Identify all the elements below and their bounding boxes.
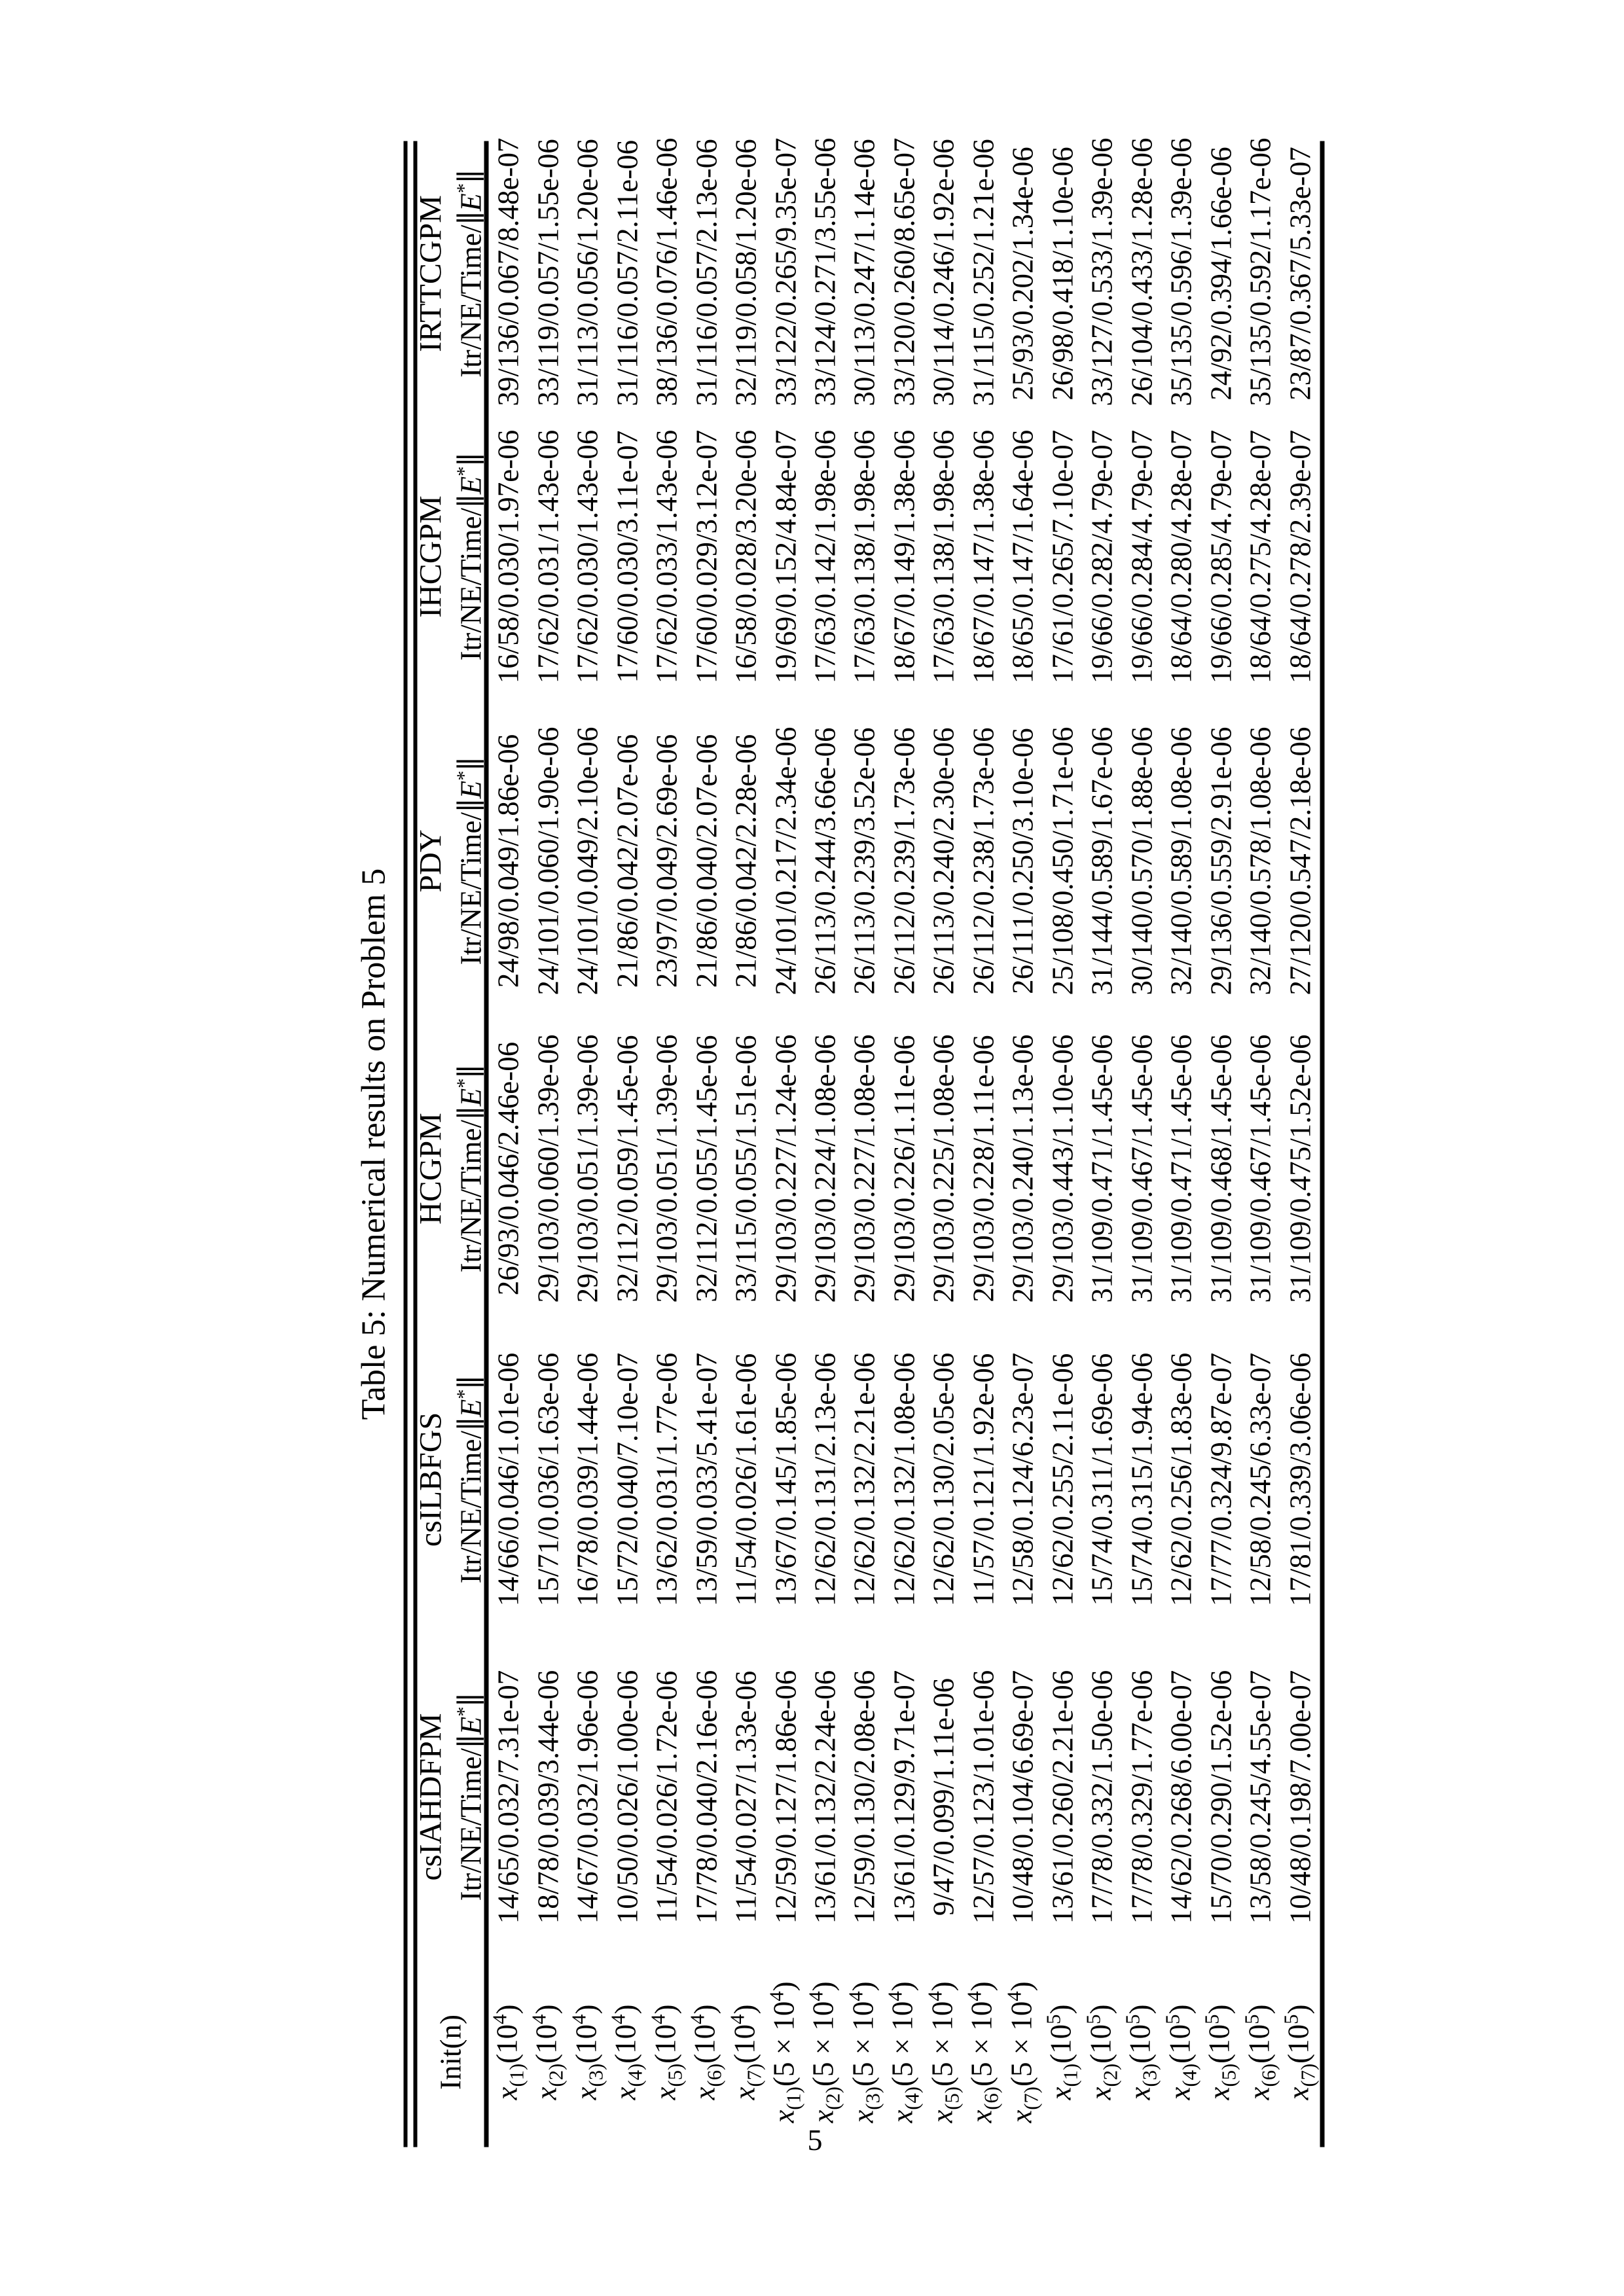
data-cell-PDY: 26/112/0.239/1.73e-06 xyxy=(888,727,921,995)
data-cell-HCGPM: 29/103/0.227/1.08e-06 xyxy=(848,1034,881,1303)
data-cell-HCGPM: 33/115/0.055/1.51e-06 xyxy=(729,1035,763,1302)
data-cell-csIAHDFPM: 17/78/0.332/1.50e-06 xyxy=(1085,1670,1119,1924)
data-cell-csILBFGS: 12/58/0.245/6.33e-07 xyxy=(1244,1352,1277,1607)
table-row xyxy=(1280,141,1320,2147)
data-cell-HCGPM: 31/109/0.468/1.45e-06 xyxy=(1204,1034,1238,1303)
data-cell-csILBFGS: 12/62/0.131/2.13e-06 xyxy=(808,1352,842,1607)
data-cell-IHCGPM: 19/69/0.152/4.84e-07 xyxy=(769,429,803,684)
data-cell-IRTTCGPM: 26/98/0.418/1.10e-06 xyxy=(1046,147,1079,401)
data-cell-IRTTCGPM: 38/136/0.076/1.46e-06 xyxy=(650,137,683,406)
data-cell-IHCGPM: 18/64/0.275/4.28e-07 xyxy=(1244,429,1277,684)
table-body xyxy=(488,137,1320,2147)
data-cell-PDY: 30/140/0.570/1.88e-06 xyxy=(1125,726,1159,996)
data-cell-csILBFGS: 13/62/0.031/1.77e-06 xyxy=(650,1352,683,1607)
table-row xyxy=(568,141,607,2147)
data-cell-csIAHDFPM: 10/50/0.026/1.00e-06 xyxy=(611,1670,644,1924)
data-cell-HCGPM: 29/103/0.051/1.39e-06 xyxy=(571,1034,604,1303)
data-cell-IRTTCGPM: 35/135/0.592/1.17e-06 xyxy=(1244,137,1277,406)
data-cell-csILBFGS: 12/58/0.124/6.23e-07 xyxy=(1006,1352,1039,1607)
data-cell-csILBFGS: 12/62/0.256/1.83e-06 xyxy=(1164,1352,1198,1607)
data-cell-HCGPM: 26/93/0.046/2.46e-06 xyxy=(492,1041,525,1296)
data-cell-PDY: 21/86/0.042/2.28e-06 xyxy=(729,734,763,988)
data-cell-IHCGPM: 17/63/0.142/1.98e-06 xyxy=(808,429,842,684)
data-cell-csILBFGS: 17/77/0.324/9.87e-07 xyxy=(1204,1352,1238,1607)
table-row xyxy=(647,137,687,2147)
row-label-init: $x_{(7)}(10^5)$ xyxy=(1280,2004,1320,2100)
data-cell-csIAHDFPM: 18/78/0.039/3.44e-06 xyxy=(532,1670,565,1924)
row-label-init: $x_{(4)}(5 \times 10^4)$ xyxy=(884,1981,924,2123)
table-caption: Table 5: Numerical results on Problem 5 xyxy=(355,868,393,1420)
data-cell-csIAHDFPM: 15/70/0.290/1.52e-06 xyxy=(1204,1670,1238,1924)
row-label-init: $x_{(1)}(10^5)$ xyxy=(1042,2004,1082,2100)
data-cell-IRTTCGPM: 31/116/0.057/2.11e-06 xyxy=(611,139,644,406)
data-cell-csILBFGS: 14/66/0.046/1.01e-06 xyxy=(492,1352,525,1607)
data-cell-HCGPM: 31/109/0.471/1.45e-06 xyxy=(1164,1034,1198,1303)
table-row xyxy=(1201,141,1240,2147)
row-label-init: $x_{(7)}(5 \times 10^4)$ xyxy=(1003,1981,1043,2123)
row-label-init: $x_{(1)}(5 \times 10^4)$ xyxy=(765,1981,805,2123)
data-cell-csILBFGS: 12/62/0.255/2.11e-06 xyxy=(1046,1353,1079,1606)
data-cell-csILBFGS: 17/81/0.339/3.06e-06 xyxy=(1284,1352,1317,1607)
data-cell-IRTTCGPM: 31/113/0.056/1.20e-06 xyxy=(571,139,604,406)
data-cell-IRTTCGPM: 26/104/0.433/1.28e-06 xyxy=(1125,137,1159,406)
method-name: HCGPM xyxy=(413,1113,448,1225)
data-cell-PDY: 26/113/0.240/2.30e-06 xyxy=(927,727,960,995)
data-cell-PDY: 21/86/0.040/2.07e-06 xyxy=(690,734,723,988)
data-cell-csILBFGS: 16/78/0.039/1.44e-06 xyxy=(571,1352,604,1607)
data-cell-PDY: 32/140/0.589/1.08e-06 xyxy=(1164,726,1198,996)
data-cell-PDY: 24/101/0.049/2.10e-06 xyxy=(571,726,604,996)
table-row xyxy=(924,141,964,2147)
table-row xyxy=(804,137,844,2147)
data-cell-IHCGPM: 19/66/0.284/4.79e-07 xyxy=(1125,429,1159,684)
data-cell-IRTTCGPM: 25/93/0.202/1.34e-06 xyxy=(1006,147,1039,401)
row-label-init: $x_{(6)}(10^4)$ xyxy=(686,2004,726,2100)
data-cell-IRTTCGPM: 31/115/0.252/1.21e-06 xyxy=(967,139,1000,406)
data-cell-PDY: 26/111/0.250/3.10e-06 xyxy=(1006,728,1039,994)
data-cell-csIAHDFPM: 12/59/0.127/1.86e-06 xyxy=(769,1670,803,1924)
method-name: PDY xyxy=(413,829,448,893)
column-header-PDY xyxy=(413,708,487,1015)
data-cell-csILBFGS: 11/54/0.026/1.61e-06 xyxy=(729,1353,763,1606)
data-cell-IHCGPM: 17/62/0.033/1.43e-06 xyxy=(650,429,683,684)
data-cell-csILBFGS: 15/74/0.311/1.69e-06 xyxy=(1085,1353,1119,1606)
table-row xyxy=(1161,137,1201,2147)
data-cell-csILBFGS: 13/59/0.033/5.41e-07 xyxy=(690,1352,723,1607)
column-header-csILBFGS xyxy=(413,1323,487,1637)
data-cell-HCGPM: 29/103/0.227/1.24e-06 xyxy=(769,1034,803,1303)
data-cell-PDY: 24/98/0.049/1.86e-06 xyxy=(492,734,525,988)
data-cell-csIAHDFPM: 14/67/0.032/1.96e-06 xyxy=(571,1670,604,1924)
bottom-rule xyxy=(1320,141,1324,2147)
data-cell-csILBFGS: 15/74/0.315/1.94e-06 xyxy=(1125,1352,1159,1607)
data-cell-csIAHDFPM: 10/48/0.198/7.00e-07 xyxy=(1284,1670,1317,1924)
table-row xyxy=(964,141,1003,2147)
data-cell-IHCGPM: 17/61/0.265/7.10e-07 xyxy=(1046,429,1079,684)
data-cell-IRTTCGPM: 31/116/0.057/2.13e-06 xyxy=(690,139,723,406)
row-label-init: $x_{(5)}(5 \times 10^4)$ xyxy=(924,1981,964,2123)
data-cell-IHCGPM: 16/58/0.028/3.20e-06 xyxy=(729,429,763,684)
table-row xyxy=(1121,137,1161,2147)
row-label-init: $x_{(6)}(10^5)$ xyxy=(1240,2004,1280,2100)
row-label-init: $x_{(3)}(10^5)$ xyxy=(1121,2004,1161,2100)
row-label-init: $x_{(3)}(5 \times 10^4)$ xyxy=(844,1981,884,2123)
subheader-itr-ne-time-e: Itr/NE/Time/∥E*∥ xyxy=(452,452,487,661)
data-cell-PDY: 27/120/0.547/2.18e-06 xyxy=(1284,726,1317,996)
data-cell-IRTTCGPM: 30/114/0.246/1.92e-06 xyxy=(927,139,960,406)
page-number: 5 xyxy=(807,2123,823,2157)
method-name: csIAHDFPM xyxy=(413,1713,448,1881)
data-cell-csILBFGS: 15/71/0.036/1.63e-06 xyxy=(532,1352,565,1607)
table-row xyxy=(1043,141,1082,2147)
data-cell-csILBFGS: 13/67/0.145/1.85e-06 xyxy=(769,1352,803,1607)
data-cell-IRTTCGPM: 32/119/0.058/1.20e-06 xyxy=(729,139,763,406)
data-cell-csIAHDFPM: 11/54/0.026/1.72e-06 xyxy=(650,1670,683,1924)
data-cell-IHCGPM: 17/63/0.138/1.98e-06 xyxy=(927,429,960,684)
data-cell-IHCGPM: 18/64/0.278/2.39e-07 xyxy=(1284,429,1317,684)
data-cell-HCGPM: 29/103/0.051/1.39e-06 xyxy=(650,1034,683,1303)
subheader-itr-ne-time-e: Itr/NE/Time/∥E*∥ xyxy=(452,1064,487,1273)
data-cell-IRTTCGPM: 30/113/0.247/1.14e-06 xyxy=(848,139,881,406)
data-cell-IHCGPM: 18/64/0.280/4.28e-07 xyxy=(1164,429,1198,684)
data-cell-IHCGPM: 17/63/0.138/1.98e-06 xyxy=(848,429,881,684)
data-cell-csIAHDFPM: 12/57/0.123/1.01e-06 xyxy=(967,1670,1000,1924)
results-table xyxy=(404,137,1325,2147)
data-cell-IRTTCGPM: 33/127/0.533/1.39e-06 xyxy=(1085,137,1119,406)
data-cell-HCGPM: 29/103/0.224/1.08e-06 xyxy=(808,1034,842,1303)
data-cell-PDY: 26/113/0.244/3.66e-06 xyxy=(808,727,842,995)
data-cell-IHCGPM: 17/60/0.029/3.12e-07 xyxy=(690,429,723,684)
data-cell-IHCGPM: 18/67/0.147/1.38e-06 xyxy=(967,429,1000,684)
row-label-init: $x_{(2)}(5 \times 10^4)$ xyxy=(804,1981,844,2123)
data-cell-csIAHDFPM: 9/47/0.099/1.11e-06 xyxy=(927,1677,960,1916)
row-label-init: $x_{(6)}(5 \times 10^4)$ xyxy=(963,1981,1003,2123)
data-cell-csILBFGS: 12/62/0.132/1.08e-06 xyxy=(888,1352,921,1607)
data-cell-csIAHDFPM: 13/61/0.129/9.71e-07 xyxy=(888,1670,921,1924)
data-cell-IHCGPM: 16/58/0.030/1.97e-06 xyxy=(492,429,525,684)
table-row xyxy=(607,141,647,2147)
data-cell-HCGPM: 29/103/0.443/1.10e-06 xyxy=(1046,1034,1079,1303)
data-cell-csIAHDFPM: 13/58/0.245/4.55e-07 xyxy=(1244,1670,1277,1924)
data-cell-PDY: 26/113/0.239/3.52e-06 xyxy=(848,727,881,995)
column-header-HCGPM xyxy=(413,1015,487,1323)
row-label-init: $x_{(2)}(10^5)$ xyxy=(1082,2004,1122,2100)
data-cell-csIAHDFPM: 10/48/0.104/6.69e-07 xyxy=(1006,1670,1039,1924)
data-cell-HCGPM: 29/103/0.225/1.08e-06 xyxy=(927,1034,960,1303)
data-cell-IRTTCGPM: 33/120/0.260/8.65e-07 xyxy=(888,137,921,406)
data-cell-PDY: 32/140/0.578/1.08e-06 xyxy=(1244,726,1277,996)
table-row xyxy=(488,137,528,2147)
data-cell-HCGPM: 29/103/0.060/1.39e-06 xyxy=(532,1034,565,1303)
table-row xyxy=(528,141,568,2147)
column-header-IRTTCGPM xyxy=(413,141,487,406)
data-cell-csIAHDFPM: 14/65/0.032/7.31e-07 xyxy=(492,1670,525,1924)
data-cell-HCGPM: 29/103/0.228/1.11e-06 xyxy=(967,1035,1000,1302)
init-header-label: Init(n) xyxy=(434,2015,467,2090)
table-row xyxy=(884,137,924,2147)
column-header-csIAHDFPM xyxy=(413,1637,487,1958)
column-header-init xyxy=(418,1958,484,2147)
data-cell-csIAHDFPM: 14/62/0.268/6.00e-07 xyxy=(1164,1670,1198,1924)
data-cell-HCGPM: 29/103/0.226/1.11e-06 xyxy=(888,1035,921,1302)
data-cell-HCGPM: 31/109/0.475/1.52e-06 xyxy=(1284,1034,1317,1303)
data-cell-PDY: 21/86/0.042/2.07e-06 xyxy=(611,734,644,988)
data-cell-csILBFGS: 11/57/0.121/1.92e-06 xyxy=(967,1353,1000,1606)
data-cell-csIAHDFPM: 17/78/0.329/1.77e-06 xyxy=(1125,1670,1159,1924)
row-label-init: $x_{(5)}(10^4)$ xyxy=(647,2004,687,2100)
data-cell-IRTTCGPM: 33/124/0.271/3.55e-06 xyxy=(808,137,842,406)
method-name: IHCGPM xyxy=(413,495,448,618)
table-row xyxy=(1240,137,1280,2147)
method-name: csILBFGS xyxy=(413,1412,448,1547)
data-cell-IHCGPM: 18/65/0.147/1.64e-06 xyxy=(1006,429,1039,684)
row-label-init: $x_{(4)}(10^5)$ xyxy=(1161,2004,1201,2100)
data-cell-IRTTCGPM: 33/119/0.057/1.55e-06 xyxy=(532,139,565,406)
subheader-itr-ne-time-e: Itr/NE/Time/∥E*∥ xyxy=(452,1375,487,1584)
data-cell-PDY: 23/97/0.049/2.69e-06 xyxy=(650,734,683,988)
table-row xyxy=(765,137,805,2147)
data-cell-PDY: 26/112/0.238/1.73e-06 xyxy=(967,727,1000,995)
data-cell-IHCGPM: 17/62/0.030/1.43e-06 xyxy=(571,429,604,684)
data-cell-csIAHDFPM: 12/59/0.130/2.08e-06 xyxy=(848,1670,881,1924)
data-cell-csIAHDFPM: 11/54/0.027/1.33e-06 xyxy=(729,1670,763,1924)
data-cell-HCGPM: 32/112/0.055/1.45e-06 xyxy=(690,1035,723,1302)
data-cell-IHCGPM: 17/60/0.030/3.11e-07 xyxy=(611,430,644,683)
data-cell-PDY: 31/144/0.589/1.67e-06 xyxy=(1085,726,1119,996)
method-name: IRTTCGPM xyxy=(413,195,448,352)
data-cell-IHCGPM: 19/66/0.285/4.79e-07 xyxy=(1204,429,1238,684)
row-label-init: $x_{(4)}(10^4)$ xyxy=(607,2004,647,2100)
data-cell-IHCGPM: 17/62/0.031/1.43e-06 xyxy=(532,429,565,684)
data-cell-HCGPM: 31/109/0.471/1.45e-06 xyxy=(1085,1034,1119,1303)
data-cell-IRTTCGPM: 33/122/0.265/9.35e-07 xyxy=(769,137,803,406)
subheader-itr-ne-time-e: Itr/NE/Time/∥E*∥ xyxy=(452,170,487,378)
row-label-init: $x_{(5)}(10^5)$ xyxy=(1200,2004,1240,2100)
table-row xyxy=(1082,137,1122,2147)
data-cell-IHCGPM: 19/66/0.282/4.79e-07 xyxy=(1085,429,1119,684)
data-cell-PDY: 29/136/0.559/2.91e-06 xyxy=(1204,726,1238,996)
data-cell-PDY: 24/101/0.217/2.34e-06 xyxy=(769,726,803,996)
data-cell-HCGPM: 29/103/0.240/1.13e-06 xyxy=(1006,1034,1039,1303)
data-cell-IRTTCGPM: 23/87/0.367/5.33e-07 xyxy=(1284,147,1317,401)
row-label-init: $x_{(3)}(10^4)$ xyxy=(568,2004,607,2100)
table-row xyxy=(726,141,765,2147)
table-row xyxy=(845,141,884,2147)
data-cell-csIAHDFPM: 13/61/0.260/2.21e-06 xyxy=(1046,1670,1079,1924)
data-cell-csIAHDFPM: 13/61/0.132/2.24e-06 xyxy=(808,1670,842,1924)
data-cell-HCGPM: 31/109/0.467/1.45e-06 xyxy=(1244,1034,1277,1303)
data-cell-IHCGPM: 18/67/0.149/1.38e-06 xyxy=(888,429,921,684)
data-cell-csILBFGS: 12/62/0.130/2.05e-06 xyxy=(927,1352,960,1607)
row-label-init: $x_{(1)}(10^4)$ xyxy=(488,2004,528,2100)
table-row xyxy=(1003,141,1043,2147)
data-cell-HCGPM: 32/112/0.059/1.45e-06 xyxy=(611,1035,644,1302)
data-cell-IRTTCGPM: 39/136/0.067/8.48e-07 xyxy=(492,137,525,406)
row-label-init: $x_{(2)}(10^4)$ xyxy=(528,2004,568,2100)
row-label-init: $x_{(7)}(10^4)$ xyxy=(726,2004,766,2100)
data-cell-PDY: 24/101/0.060/1.90e-06 xyxy=(532,726,565,996)
data-cell-IRTTCGPM: 35/135/0.596/1.39e-06 xyxy=(1164,137,1198,406)
table-row xyxy=(687,141,726,2147)
subheader-itr-ne-time-e: Itr/NE/Time/∥E*∥ xyxy=(452,757,487,965)
data-cell-csILBFGS: 12/62/0.132/2.21e-06 xyxy=(848,1352,881,1607)
table-header-row xyxy=(413,141,487,2147)
column-header-IHCGPM xyxy=(413,406,487,708)
subheader-itr-ne-time-e: Itr/NE/Time/∥E*∥ xyxy=(452,1693,487,1901)
data-cell-IRTTCGPM: 24/92/0.394/1.66e-06 xyxy=(1204,147,1238,401)
data-cell-csILBFGS: 15/72/0.040/7.10e-07 xyxy=(611,1352,644,1607)
data-cell-PDY: 25/108/0.450/1.71e-06 xyxy=(1046,726,1079,996)
rotated-table-block xyxy=(344,137,1320,2147)
data-cell-HCGPM: 31/109/0.467/1.45e-06 xyxy=(1125,1034,1159,1303)
data-cell-csIAHDFPM: 17/78/0.040/2.16e-06 xyxy=(690,1670,723,1924)
